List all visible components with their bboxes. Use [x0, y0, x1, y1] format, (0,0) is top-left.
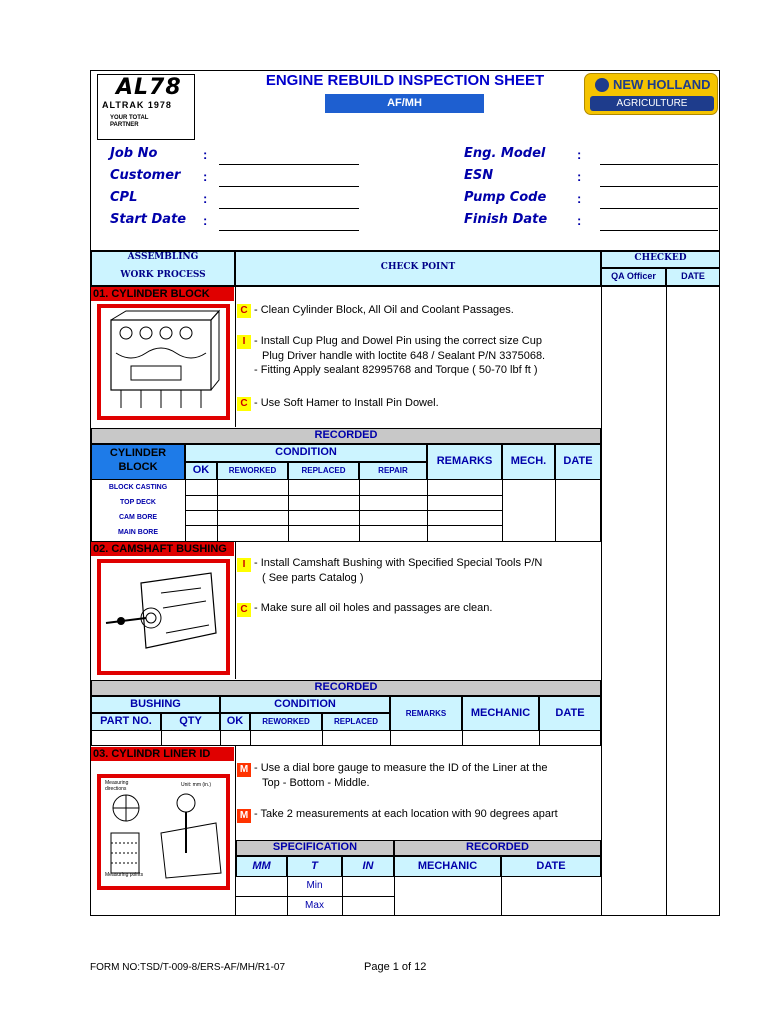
- divider: [220, 731, 221, 746]
- date-label: DATE: [555, 707, 585, 719]
- block-label: BLOCK: [118, 461, 158, 473]
- replaced-label: REPLACED: [333, 717, 378, 726]
- altrak-tagline: YOUR TOTAL PARTNER: [110, 115, 149, 128]
- section1-title: 01. CYLINDER BLOCK: [91, 287, 234, 301]
- tag-clean-icon: C: [237, 304, 251, 318]
- divider: [322, 731, 323, 746]
- repair-label: REPAIR: [378, 466, 408, 475]
- cpl-field[interactable]: [219, 208, 359, 209]
- info-job-no-label: Job No: [110, 146, 158, 161]
- eng-model-field[interactable]: [600, 164, 718, 165]
- info-colon: :: [577, 213, 582, 228]
- mechanic-label: MECHANIC: [417, 860, 478, 872]
- section3-title: 03. CYLINDR LINER ID: [91, 747, 234, 761]
- altrak-logo-name: ALTRAK 1978: [102, 100, 172, 110]
- section3-check-text: Top - Bottom - Middle.: [262, 777, 370, 789]
- divider: [462, 731, 463, 746]
- divider: [217, 480, 218, 541]
- section2-title: 02. CAMSHAFT BUSHING: [91, 542, 234, 556]
- divider: [359, 480, 360, 541]
- divider: [555, 480, 556, 541]
- start-date-field[interactable]: [219, 230, 359, 231]
- divider: [185, 510, 502, 511]
- section2-check-text: ( See parts Catalog ): [262, 572, 364, 584]
- section3-recorded-label: RECORDED: [466, 841, 529, 853]
- section1-check-text: - Use Soft Hamer to Install Pin Dowel.: [254, 397, 439, 409]
- info-colon: :: [577, 147, 582, 162]
- info-esn-label: ESN: [464, 168, 494, 183]
- section1-check-text: - Clean Cylinder Block, All Oil and Coolant Passages.: [254, 304, 514, 316]
- finish-date-field[interactable]: [600, 230, 718, 231]
- divider: [601, 286, 602, 916]
- remarks-label: REMARKS: [436, 455, 493, 467]
- esn-field[interactable]: [600, 186, 718, 187]
- section1-check-text: Plug Driver handle with loctite 648 / Sealant P/N 3375068.: [262, 350, 546, 362]
- in-label: IN: [362, 860, 374, 872]
- info-colon: :: [203, 147, 208, 162]
- section3-check-text: - Take 2 measurements at each location with 90 degrees apart: [254, 808, 558, 820]
- ok-label: OK: [192, 464, 210, 476]
- reworked-label: REWORKED: [262, 717, 310, 726]
- info-colon: :: [203, 213, 208, 228]
- tag-clean-icon: C: [237, 603, 251, 617]
- ok-label: OK: [226, 715, 244, 727]
- remarks-label: REMARKS: [405, 709, 447, 718]
- tag-measure-icon: M: [237, 809, 251, 823]
- divider: [502, 480, 503, 541]
- sheet-title: ENGINE REBUILD INSPECTION SHEET: [265, 72, 545, 89]
- info-cpl-label: CPL: [110, 190, 138, 205]
- job-no-field[interactable]: [219, 164, 359, 165]
- mech-label: MECH.: [510, 455, 547, 467]
- cylinder-label: CYLINDER: [109, 447, 167, 459]
- divider: [185, 480, 186, 541]
- divider: [235, 746, 236, 916]
- divider: [427, 480, 428, 541]
- cylinder-block-image: [97, 304, 230, 420]
- min-label: Min: [306, 880, 323, 891]
- divider: [250, 731, 251, 746]
- section2-check-text: - Make sure all oil holes and passages are clean.: [254, 602, 493, 614]
- info-customer-label: Customer: [110, 168, 181, 183]
- tag-measure-icon: M: [237, 763, 251, 777]
- replaced-label: REPLACED: [301, 466, 346, 475]
- form-number: FORM NO:TSD/T-009-8/ERS-AF/MH/R1-07: [90, 962, 286, 973]
- divider: [342, 877, 343, 916]
- divider: [236, 896, 394, 897]
- divider: [235, 286, 236, 427]
- divider: [288, 480, 289, 541]
- checked-date-label: DATE: [681, 271, 705, 281]
- condition-label: CONDITION: [274, 698, 336, 710]
- sheet-subtitle: AF/MH: [325, 94, 484, 113]
- new-holland-sub: AGRICULTURE: [590, 96, 714, 111]
- divider: [539, 731, 540, 746]
- divider: [666, 286, 667, 916]
- work-process-label: WORK PROCESS: [120, 270, 206, 280]
- section3-check-text: - Use a dial bore gauge to measure the ID of the Liner at the: [254, 762, 548, 774]
- section1-check-text: - Install Cup Plug and Dowel Pin using the correct size Cup: [254, 335, 542, 347]
- pump-code-field[interactable]: [600, 208, 718, 209]
- row-main-bore: MAIN BORE: [117, 529, 159, 536]
- divider: [185, 525, 502, 526]
- row-block-casting: BLOCK CASTING: [108, 484, 168, 491]
- section1-check-text: - Fitting Apply sealant 82995768 and Torque ( 50-70 lbf ft ): [254, 364, 538, 376]
- divider: [185, 495, 502, 496]
- altrak-logo-mark: AL78: [116, 75, 182, 100]
- divider: [235, 542, 236, 679]
- tag-inspect-icon: I: [237, 558, 251, 572]
- info-colon: :: [203, 169, 208, 184]
- divider: [390, 731, 391, 746]
- qty-label: QTY: [179, 715, 202, 727]
- part-no-label: PART NO.: [100, 715, 152, 727]
- new-holland-name: NEW HOLLAND: [613, 77, 711, 92]
- row-cam-bore: CAM BORE: [118, 514, 158, 521]
- mechanic-label: MECHANIC: [470, 707, 531, 719]
- qa-officer-label: QA Officer: [611, 271, 656, 281]
- liner-measurement-image: [97, 774, 230, 890]
- section2-recorded-label: RECORDED: [314, 681, 378, 693]
- camshaft-bushing-image: [97, 559, 230, 675]
- max-label: Max: [305, 900, 324, 911]
- info-finish-date-label: Finish Date: [464, 212, 548, 227]
- tag-inspect-icon: I: [237, 335, 251, 349]
- reworked-label: REWORKED: [228, 466, 277, 475]
- measuring-directions-label: Measuring directions: [105, 780, 129, 792]
- info-colon: :: [577, 169, 582, 184]
- customer-field[interactable]: [219, 186, 359, 187]
- altrak-logo: [97, 74, 195, 140]
- divider: [161, 731, 162, 746]
- row-top-deck: TOP DECK: [120, 499, 156, 506]
- new-holland-logo: [584, 73, 718, 115]
- specification-label: SPECIFICATION: [272, 841, 358, 853]
- info-pump-code-label: Pump Code: [464, 190, 547, 205]
- mm-label: MM: [252, 860, 271, 872]
- section1-recorded-label: RECORDED: [314, 429, 378, 441]
- info-eng-model-label: Eng. Model: [464, 146, 546, 161]
- check-point-label: CHECK POINT: [380, 262, 456, 272]
- bushing-label: BUSHING: [130, 698, 181, 710]
- date-label: DATE: [536, 860, 566, 872]
- info-colon: :: [577, 191, 582, 206]
- unit-label: Unit: mm (in.): [181, 782, 211, 788]
- divider: [501, 877, 502, 916]
- measuring-points-label: Measuring points: [105, 872, 144, 878]
- checked-label: CHECKED: [634, 253, 687, 263]
- page-indicator: Page 1 of 12: [364, 961, 427, 973]
- divider: [394, 877, 395, 916]
- condition-label: CONDITION: [275, 446, 337, 458]
- info-start-date-label: Start Date: [110, 212, 187, 227]
- date-label: DATE: [563, 455, 593, 467]
- tag-clean-icon: C: [237, 397, 251, 411]
- assembling-label: ASSEMBLING: [127, 252, 199, 262]
- new-holland-leaf-icon: [595, 78, 609, 92]
- section2-check-text: - Install Camshaft Bushing with Specified Special Tools P/N: [254, 557, 543, 569]
- info-colon: :: [203, 191, 208, 206]
- t-label: T: [311, 860, 318, 872]
